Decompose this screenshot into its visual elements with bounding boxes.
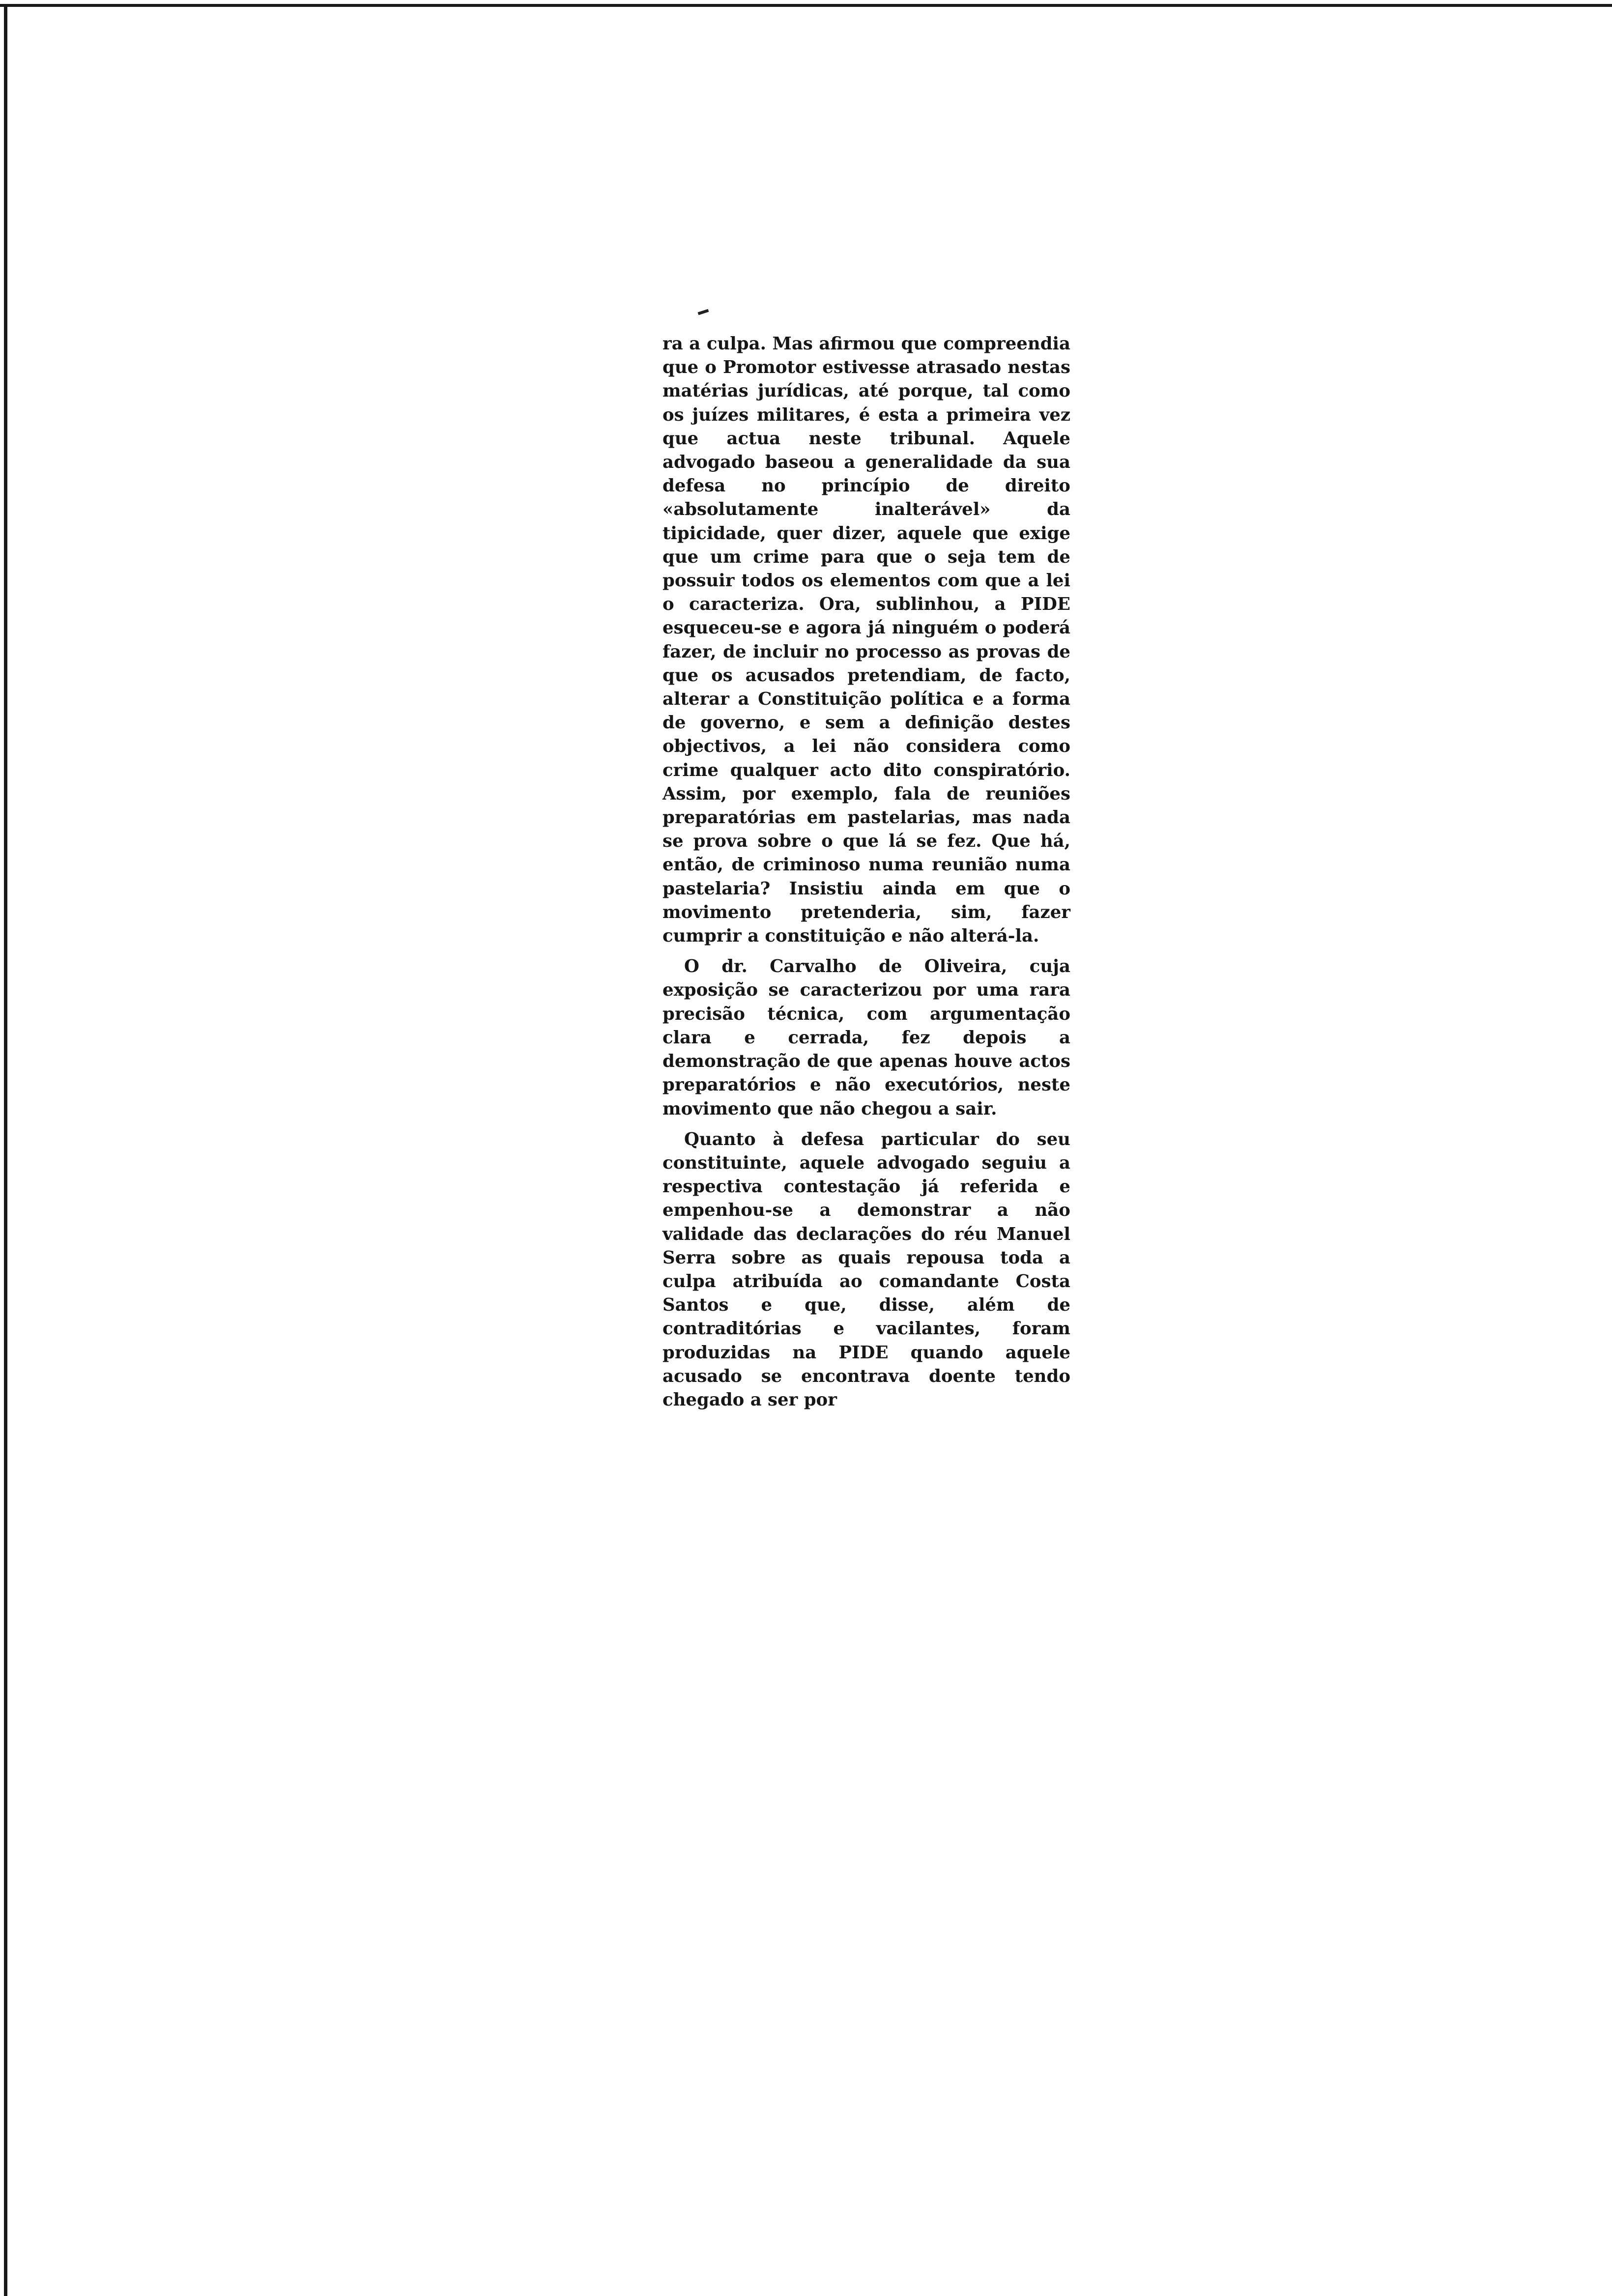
paragraph-3: Quanto à defesa particular do seu constituinte, aquele advogado seguiu a respectiva contestação já referida e empenhou-se a demonstrar a não validade das declarações do réu Manuel Serra sobre as quais repousa toda a culpa atribuída ao comandante Costa Santos e que, disse, além de contraditórias e vacilantes, foram produzidas na PIDE quando aquele acusado se encontrava doente tendo chegado a ser por <box>662 1129 1070 1410</box>
scan-left-edge <box>4 4 7 2296</box>
paragraph-2: O dr. Carvalho de Oliveira, cuja exposição se caracterizou por uma rara precisão técnica, com argumentação clara e cerrada, fez depois a demonstração de que apenas houve actos preparatórios e não executórios, neste movimento que não chegou a sair. <box>662 956 1070 1119</box>
newspaper-clipping <box>662 332 1070 1412</box>
paragraph-1: ra a culpa. Mas afirmou que compreendia que o Promotor estivesse atrasado nestas matérias jurídicas, até porque, tal como os juízes militares, é esta a primeira vez que actua neste tribunal. Aquele advogado baseou a generalidade da sua defesa no princípio de direito «absolutamente inalterável» da tipicidade, quer dizer, aquele que exige que um crime para que o seja tem de possuir todos os elementos com que a lei o caracteriza. Ora, sublinhou, a PIDE esqueceu-se e agora já ninguém o poderá fazer, de incluir no processo as provas de que os acusados pretendiam, de facto, alterar a Constituição política e a forma de governo, e sem a definição destes objectivos, a lei não considera como crime qualquer acto dito conspiratório. Assim, por exemplo, fala de reuniões preparatórias em pastelarias, mas nada se prova sobre o que lá se fez. Que há, então, de criminoso numa reunião numa pastelaria? Insistiu ainda em que o movimento pretenderia, sim, fazer cumprir a constituição e não alterá-la. <box>662 334 1070 947</box>
scan-top-edge <box>0 4 1612 7</box>
ink-mark <box>698 309 709 316</box>
